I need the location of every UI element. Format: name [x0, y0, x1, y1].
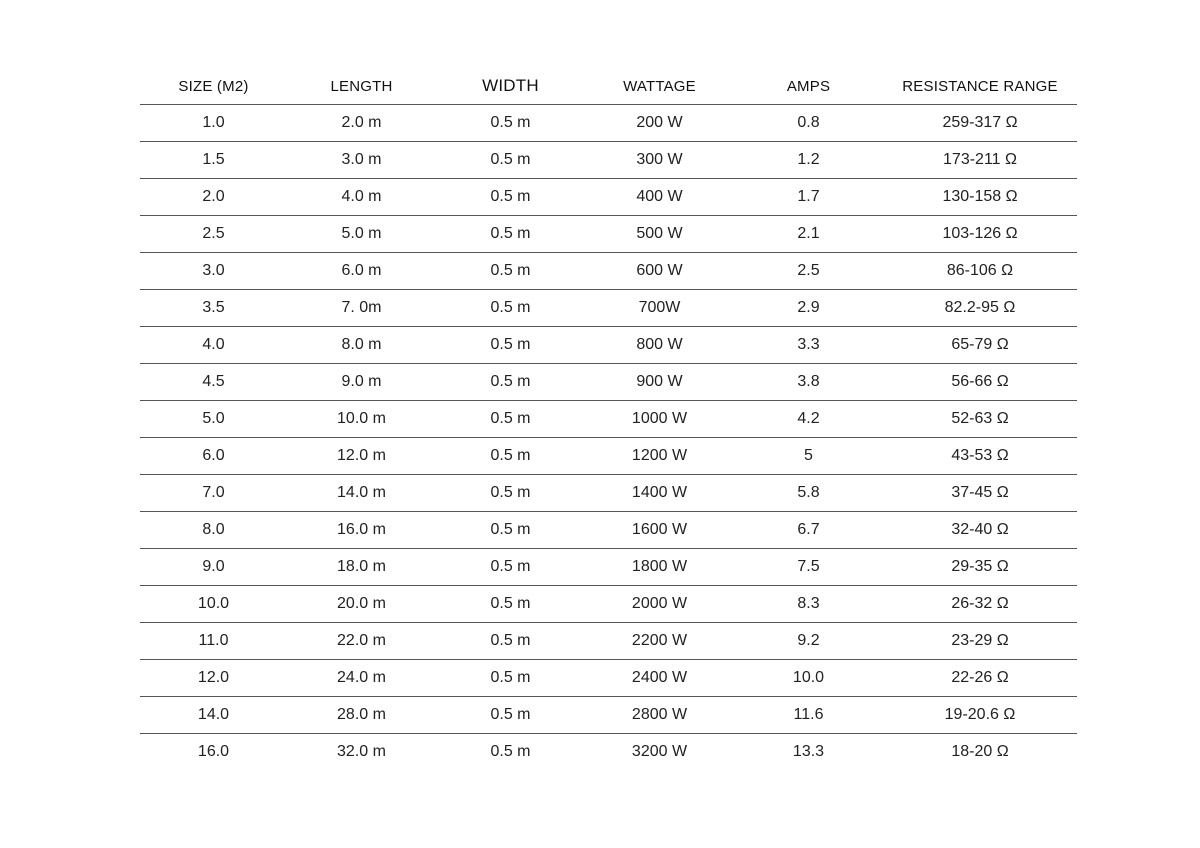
cell-amps: 13.3 — [792, 743, 825, 760]
cell-size: 11.0 — [140, 623, 287, 660]
cell-length: 12.0 m — [287, 438, 436, 475]
cell-size: 5.0 — [140, 401, 287, 438]
cell-length: 24.0 m — [287, 660, 436, 697]
cell-amps: 3.8 — [734, 364, 883, 401]
header-amps: AMPS — [734, 68, 883, 105]
cell-resistance-range: 173-211 Ω — [883, 142, 1077, 179]
cell-width: 0.5 m — [436, 216, 585, 253]
cell-wattage: 2800 W — [585, 697, 734, 734]
cell-size: 9.0 — [140, 549, 287, 586]
cell-resistance-range: 86-106 Ω — [883, 253, 1077, 290]
cell-wattage: 500 W — [585, 216, 734, 253]
cell-width: 0.5 m — [436, 142, 585, 179]
cell-resistance-range: 19-20.6 Ω — [883, 697, 1077, 734]
cell-resistance-range: 23-29 Ω — [883, 623, 1077, 660]
cell-width: 0.5 m — [436, 401, 585, 438]
cell-amps: 9.2 — [734, 623, 883, 660]
cell-amps: 3.3 — [734, 327, 883, 364]
table-row — [140, 549, 1077, 586]
cell-wattage: 900 W — [585, 364, 734, 401]
cell-resistance-range: 43-53 Ω — [883, 438, 1077, 475]
cell-width: 0.5 m — [436, 623, 585, 660]
cell-width: 0.5 m — [436, 327, 585, 364]
cell-resistance-range: 18-20 Ω — [951, 743, 1009, 760]
cell-length: 3.0 m — [287, 142, 436, 179]
cell-length: 6.0 m — [287, 253, 436, 290]
cell-resistance-range: 29-35 Ω — [883, 549, 1077, 586]
table-row — [140, 734, 1077, 771]
cell-width: 0.5 m — [436, 290, 585, 327]
cell-amps: 1.2 — [734, 142, 883, 179]
cell-resistance-range: 103-126 Ω — [883, 216, 1077, 253]
table-row — [140, 438, 1077, 475]
table-row — [140, 216, 1077, 253]
cell-width: 0.5 m — [490, 743, 531, 760]
cell-resistance-range: 130-158 Ω — [883, 179, 1077, 216]
cell-size: 2.5 — [140, 216, 287, 253]
cell-length: 4.0 m — [287, 179, 436, 216]
cell-width: 0.5 m — [436, 512, 585, 549]
cell-size: 12.0 — [140, 660, 287, 697]
table-row — [140, 179, 1077, 216]
table-row — [140, 253, 1077, 290]
table-row — [140, 475, 1077, 512]
table-header — [140, 68, 1077, 105]
cell-amps: 6.7 — [734, 512, 883, 549]
cell-wattage: 400 W — [585, 179, 734, 216]
header-width: WIDTH — [436, 68, 585, 105]
table-row — [140, 401, 1077, 438]
cell-wattage: 800 W — [585, 327, 734, 364]
table-row — [140, 290, 1077, 327]
cell-size: 10.0 — [140, 586, 287, 623]
cell-length: 7. 0m — [287, 290, 436, 327]
cell-size: 7.0 — [140, 475, 287, 512]
cell-length: 14.0 m — [287, 475, 436, 512]
spec-table — [140, 68, 1077, 770]
cell-wattage: 2400 W — [585, 660, 734, 697]
header-wattage: WATTAGE — [585, 68, 734, 105]
cell-size: 4.0 — [140, 327, 287, 364]
header-length: LENGTH — [287, 68, 436, 105]
cell-amps: 5.8 — [734, 475, 883, 512]
table-row — [140, 697, 1077, 734]
cell-size: 1.5 — [140, 142, 287, 179]
cell-length: 8.0 m — [287, 327, 436, 364]
cell-width: 0.5 m — [436, 253, 585, 290]
cell-resistance-range: 259-317 Ω — [883, 105, 1077, 142]
header-resistance-range: RESISTANCE RANGE — [883, 68, 1077, 105]
cell-amps: 0.8 — [734, 105, 883, 142]
cell-amps: 4.2 — [734, 401, 883, 438]
cell-width: 0.5 m — [436, 105, 585, 142]
cell-resistance-range: 32-40 Ω — [883, 512, 1077, 549]
cell-length: 10.0 m — [287, 401, 436, 438]
table-row — [140, 623, 1077, 660]
cell-wattage: 300 W — [585, 142, 734, 179]
cell-amps: 8.3 — [734, 586, 883, 623]
cell-width: 0.5 m — [436, 586, 585, 623]
cell-width: 0.5 m — [436, 660, 585, 697]
cell-length: 22.0 m — [287, 623, 436, 660]
table-body — [140, 105, 1077, 771]
cell-length: 5.0 m — [287, 216, 436, 253]
cell-size: 14.0 — [140, 697, 287, 734]
cell-length: 16.0 m — [287, 512, 436, 549]
cell-wattage: 1200 W — [585, 438, 734, 475]
cell-size: 3.0 — [140, 253, 287, 290]
table-row — [140, 512, 1077, 549]
cell-width: 0.5 m — [436, 179, 585, 216]
cell-resistance-range: 56-66 Ω — [883, 364, 1077, 401]
cell-resistance-range: 26-32 Ω — [883, 586, 1077, 623]
header-row — [140, 68, 1077, 105]
cell-wattage: 2000 W — [585, 586, 734, 623]
table-row — [140, 364, 1077, 401]
cell-size: 2.0 — [140, 179, 287, 216]
cell-amps: 7.5 — [734, 549, 883, 586]
cell-amps: 11.6 — [734, 697, 883, 734]
cell-width: 0.5 m — [436, 364, 585, 401]
cell-width: 0.5 m — [436, 549, 585, 586]
cell-resistance-range: 82.2-95 Ω — [883, 290, 1077, 327]
cell-wattage: 1400 W — [585, 475, 734, 512]
header-size: SIZE (M2) — [140, 68, 287, 105]
cell-wattage: 1600 W — [585, 512, 734, 549]
cell-resistance-range: 37-45 Ω — [883, 475, 1077, 512]
table-row — [140, 327, 1077, 364]
cell-size: 4.5 — [140, 364, 287, 401]
cell-width: 0.5 m — [436, 438, 585, 475]
cell-wattage: 1800 W — [585, 549, 734, 586]
table-row — [140, 105, 1077, 142]
cell-amps: 2.9 — [734, 290, 883, 327]
cell-amps: 2.5 — [734, 253, 883, 290]
cell-size: 6.0 — [140, 438, 287, 475]
cell-width: 0.5 m — [436, 697, 585, 734]
cell-amps: 1.7 — [734, 179, 883, 216]
cell-amps: 10.0 — [734, 660, 883, 697]
cell-length: 32.0 m — [337, 743, 386, 760]
cell-size: 3.5 — [140, 290, 287, 327]
cell-length: 9.0 m — [287, 364, 436, 401]
cell-wattage: 1000 W — [585, 401, 734, 438]
cell-amps: 5 — [734, 438, 883, 475]
cell-wattage: 3200 W — [631, 743, 688, 760]
table-row — [140, 660, 1077, 697]
cell-length: 28.0 m — [287, 697, 436, 734]
cell-wattage: 600 W — [585, 253, 734, 290]
cell-wattage: 2200 W — [585, 623, 734, 660]
cell-length: 18.0 m — [287, 549, 436, 586]
cell-size: 16.0 — [197, 743, 230, 760]
cell-size: 8.0 — [140, 512, 287, 549]
table-row — [140, 142, 1077, 179]
cell-resistance-range: 22-26 Ω — [883, 660, 1077, 697]
cell-width: 0.5 m — [436, 475, 585, 512]
cell-wattage: 200 W — [585, 105, 734, 142]
cell-size: 1.0 — [140, 105, 287, 142]
cell-amps: 2.1 — [734, 216, 883, 253]
table-row — [140, 586, 1077, 623]
cell-wattage: 700W — [585, 290, 734, 327]
cell-length: 2.0 m — [287, 105, 436, 142]
cell-resistance-range: 52-63 Ω — [883, 401, 1077, 438]
cell-length: 20.0 m — [287, 586, 436, 623]
cell-resistance-range: 65-79 Ω — [883, 327, 1077, 364]
